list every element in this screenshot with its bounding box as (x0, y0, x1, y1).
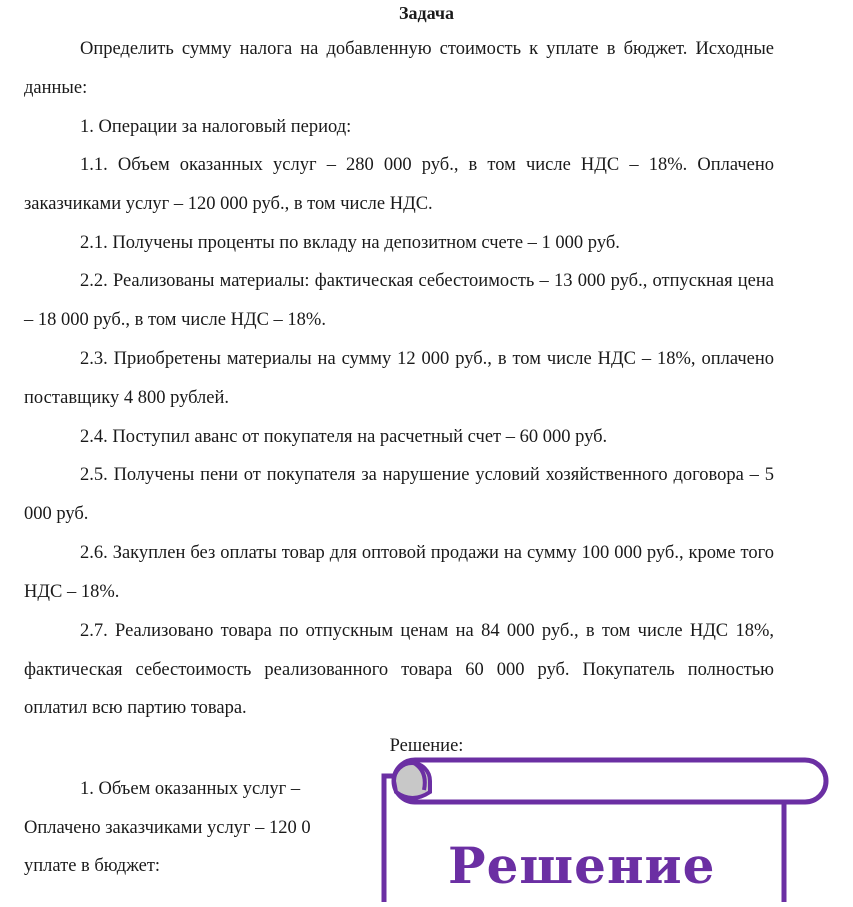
solution-line-2: Оплачено заказчиками услуг – 120 0 (24, 817, 311, 838)
item-2-7: 2.7. Реализовано товара по отпускным ценам на 84 000 руб., в том числе НДС 18%, фактическая себестоимость реализованного товара 60 000 руб. Покупатель полностью оплатил всю партию товара. (24, 621, 774, 719)
solution-stamp: Решение (448, 836, 716, 895)
item-2-5: 2.5. Получены пени от покупателя за нарушение условий хозяйственного договора – 5 000 руб. (24, 465, 774, 524)
item-1: 1. Операции за налоговый период: (80, 117, 352, 137)
item-1-1: 1.1. Объем оказанных услуг – 280 000 руб., в том числе НДС – 18%. Оплачено заказчиками услуг – 120 000 руб., в том числе НДС. (24, 155, 774, 214)
solution-text (24, 770, 311, 886)
intro-text: Определить сумму налога на добавленную стоимость к уплате в бюджет. Исходные данные: (24, 39, 774, 98)
solution-line-3: уплате в бюджет: (24, 856, 161, 877)
solution-line-1: 1. Объем оказанных услуг – (80, 779, 301, 799)
item-2-3: 2.3. Приобретены материалы на сумму 12 000 руб., в том числе НДС – 18%, оплачено поставщику 4 800 рублей. (24, 349, 774, 408)
solution-heading: Решение: (389, 736, 464, 756)
item-2-1: 2.1. Получены проценты по вкладу на депозитном счете – 1 000 руб. (80, 233, 620, 253)
task-title: Задача (398, 3, 455, 23)
item-2-4: 2.4. Поступил аванс от покупателя на расчетный счет – 60 000 руб. (80, 427, 608, 447)
task-intro (24, 30, 774, 107)
item-2-2: 2.2. Реализованы материалы: фактическая себестоимость – 13 000 руб., отпускная цена – 18 000 руб., в том числе НДС – 18%. (24, 271, 774, 330)
item-2-6: 2.6. Закуплен без оплаты товар для оптовой продажи на сумму 100 000 руб., кроме того НДС – 18%. (24, 543, 774, 602)
